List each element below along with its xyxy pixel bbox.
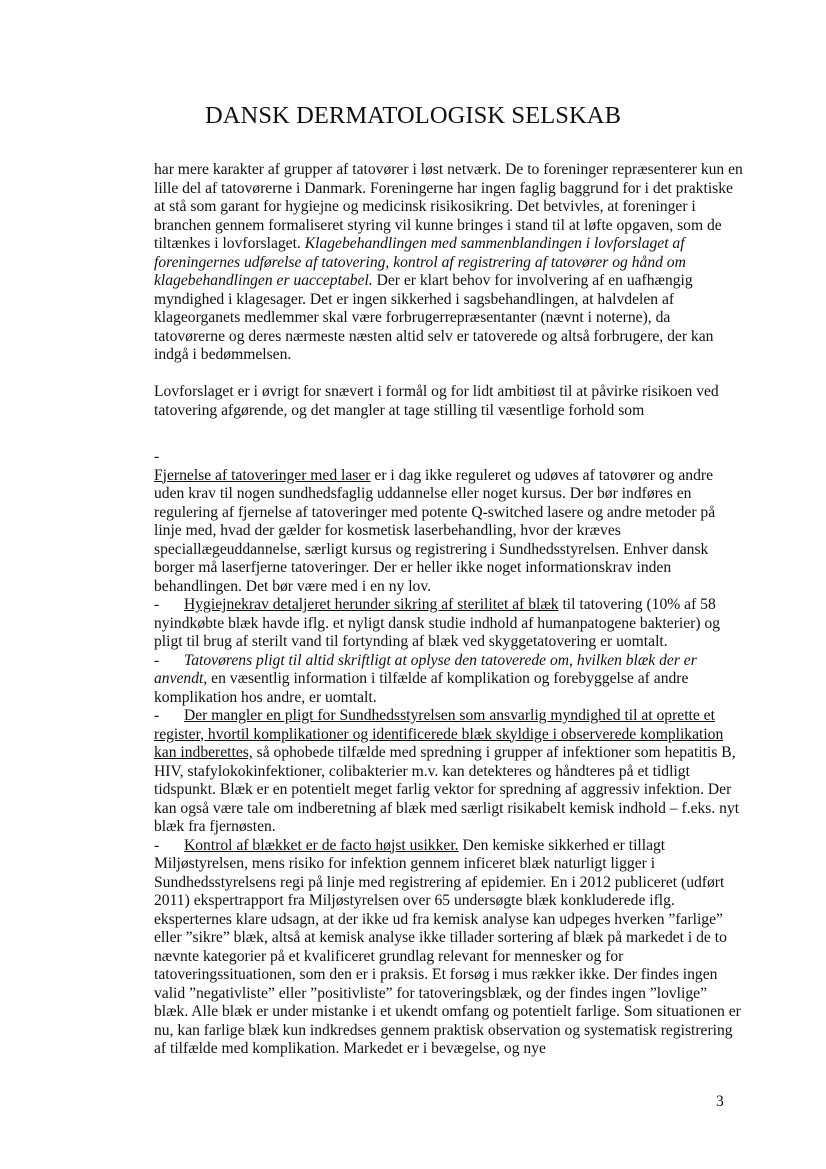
page-header-title: DANSK DERMATOLOGISK SELSKAB (204, 102, 622, 129)
underlined-heading: Fjernelse af tatoveringer med laser (154, 466, 371, 484)
bullet-dash: - (154, 651, 160, 669)
italic-emphasis: Klagebehandlingen med sammenblandingen i lovforslaget af foreningernes udførelse af tatovering, kontrol af registrering af tatovører og hånd om klagebehandlingen er uacceptabel. (154, 235, 686, 289)
bullet-ink-disclosure (154, 652, 744, 708)
bullet-hygiene (154, 596, 744, 652)
italic-heading: Tatovørens pligt til altid skriftligt at oplyse den tatoverede om, hvilken blæk der er anvendt (154, 651, 697, 687)
underlined-heading: Der mangler en pligt for Sundhedsstyrelsen som ansvarlig myndighed til at oprette et register, hvortil komplikationer og identificerede blæk skyldige i observerede komplikation kan indberettes, (154, 707, 724, 761)
bullet-dash: - (154, 836, 160, 854)
paragraph-scope: Lovforslaget er i øvrigt for snævert i formål og for lidt ambitiøst til at påvirke risikoen ved tatovering afgørende, og det mangler at tage stilling til væsentlige forhold som (154, 383, 719, 419)
bullet-laser-removal (154, 467, 744, 597)
bullet-text: Den kemiske sikkerhed er tillagt Miljøstyrelsen, mens risiko for infektion gennem inficeret blæk naturligt ligger i Sundhedsstyrelsens regi på linje med registrering af epidemier. En i 2012 publiceret (udført 2011) ekspertrapport fra Miljøstyrelsen over 65 undersøgte blæk konkluderede iflg. eksperternes klare udsagn, at der ikke ud fra kemisk analyse kan udpeges hverken ”farlige” eller ”sikre” blæk, altså at kemisk analyse ikke tillader sortering af blæk på markedet i de to nævnte kategorier på et kvalificeret grundlag relevant for mennesker og for tatoveringssituationen, som den er i praksis. Et forsøg i mus rækker ikke. Der findes ingen valid ”negativliste” eller ”positivliste” for tatoveringsblæk, og der findes ingen ”lovlige” blæk. Alle blæk er under mistanke i et ukendt omfang og potentielt farlige. Som situationen er nu, kan farlige blæk kun indkredses gennem praktisk observation og systematisk registrering af tilfælde med komplikation. Markedet er i bevægelse, og nye (154, 836, 741, 1057)
spacer (154, 365, 744, 384)
bullet-text: , en væsentlig information i tilfælde af komplikation og forebyggelse af andre komplikation hos andre, er uomtalt. (154, 670, 689, 706)
page-number: 3 (716, 1093, 724, 1110)
bullet-text: er i dag ikke reguleret og udøves af tatovører og andre uden krav til nogen sundhedsfaglig uddannelse eller noget kursus. Der bør indføres en regulering af fjernelse af tatoveringer med potente Q-switched lasere og andre metoder på linje med, hvad der gælder for kosmetisk laserbehandling, hvor der kræves speciallægeuddannelse, særligt kursus og registrering i Sundhedsstyrelsen. Enhver dansk borger må laserfjerne tatoveringer. Der er heller ikke noget informationskrav inden behandlingen. Det bør være med i en ny lov. (154, 466, 716, 595)
bullet-ink-control (154, 837, 744, 1059)
bullet-text: til tatovering (10% af 58 nyindkøbte blæk havde iflg. et nyligt dansk studie indhold af humanpatogene bakterier) og pligt til brug af sterilt vand til fortynding af blæk ved skyggetatovering er uomtalt. (154, 596, 721, 650)
paragraph-text: har mere karakter af grupper af tatovører i løst netværk. De to foreninger repræsenterer kun en lille del af tatovørerne i Danmark. Foreningerne har ingen faglig baggrund for i det praktiske at stå som garant for hygiejne og medicinsk risikosikring. Det betvivles, at foreninger i branchen gennem formaliseret styring vil kunne bringes i stand til at løfte opgaven, som de tiltænkes i lovforslaget. (154, 161, 743, 252)
bullet-dash: - (154, 707, 160, 724)
underlined-heading: Hygiejnekrav detaljeret herunder sikring af sterilitet af blæk (184, 596, 559, 613)
bullet-dash: - (154, 448, 160, 465)
bullet-text: så ophobede tilfælde med spredning i grupper af infektioner som hepatitis B, HIV, stafylokokinfektioner, colibakterier m.v. kan detekteres og håndteres på et tidligt tidspunkt. Blæk er en potentielt meget farlig vektor for spredning af aggressiv infektion. Der kan også være tale om indberetning af blæk med særligt risikabelt kemisk indhold – f.eks. nyt blæk fra fjernøsten. (154, 744, 740, 835)
paragraph-complaints (154, 161, 744, 365)
paragraph-text: Der er klart behov for involvering af en uafhængig myndighed i klagesager. Det er ingen sikkerhed i sagsbehandlingen, at halvdelen af klageorganets medlemmer skal være forbrugerrepræsentanter (nævnt i noterne), da tatovørerne og deres nærmeste næsten altid selv er tatoverede og altså forbrugere, der kan indgå i bedømmelsen. (154, 272, 714, 363)
body-text (154, 161, 744, 1059)
underlined-heading: Kontrol af blækket er de facto højst usikker. (184, 836, 459, 854)
bullet-register (154, 707, 744, 837)
spacer (154, 420, 744, 448)
bullet-dash: - (154, 596, 160, 613)
